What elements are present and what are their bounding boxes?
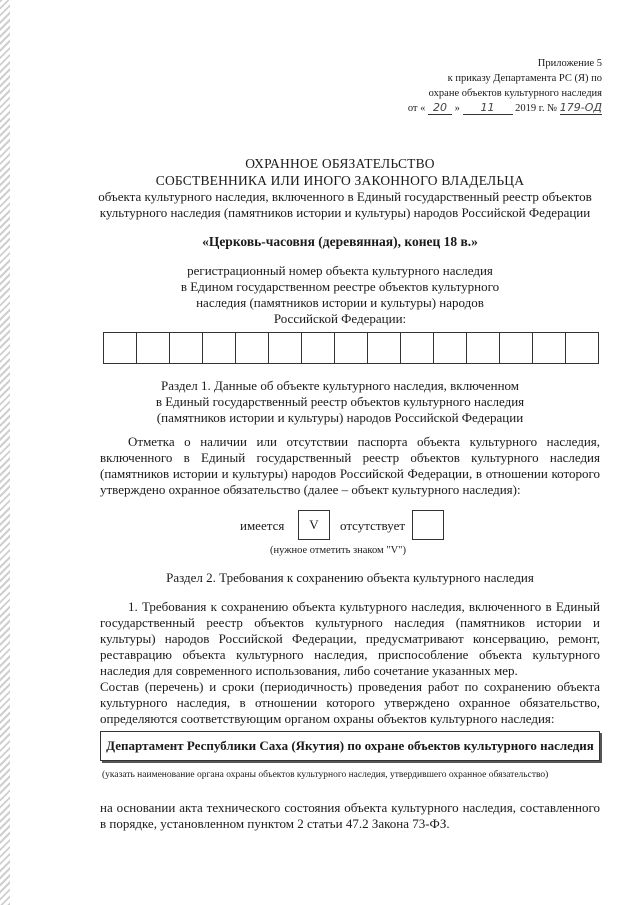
registration-digit-box[interactable]	[533, 333, 566, 363]
doc-subtitle-line2: культурного наследия (памятников истории и культуры) народов Российской Федерации	[99, 205, 591, 220]
appendix-department: охране объектов культурного наследия	[428, 88, 602, 99]
registration-line: наследия (памятников истории и культуры) народов	[196, 295, 484, 310]
registration-digit-box[interactable]	[467, 333, 500, 363]
object-name: «Церковь-часовня (деревянная), конец 18 в.»	[202, 234, 478, 249]
appendix-title: Приложение 5	[537, 58, 602, 69]
passport-has-checkbox[interactable]: V	[298, 510, 330, 540]
registration-digit-box[interactable]	[401, 333, 434, 363]
registration-digit-box[interactable]	[104, 333, 137, 363]
section1-line: Раздел 1. Данные об объекте культурного наследия, включенном	[160, 378, 520, 393]
registration-line: регистрационный номер объекта культурного наследия	[187, 263, 493, 278]
composition-paragraph: Состав (перечень) и сроки (периодичность) проведения работ по сохранению объекта культурного наследия, в отношении которого утверждено охранное обязательство, определяются соответствующим органом охраны объектов культурного наследия:	[100, 679, 600, 726]
passport-absent-checkbox[interactable]	[412, 510, 444, 540]
registration-digit-box[interactable]	[335, 333, 368, 363]
date-prefix: от «	[407, 103, 426, 114]
doc-title-line2: СОБСТВЕННИКА ИЛИ ИНОГО ЗАКОННОГО ВЛАДЕЛЬЦА	[155, 173, 525, 188]
passport-hint: (нужное отметить знаком "V")	[270, 545, 406, 556]
passport-paragraph: Отметка о наличии или отсутствии паспорта объекта культурного наследия, включенного в Единый государственный реестр объектов культурного наследия (памятников истории и культуры) народов Российской Федерации, в отношении которого утверждено охранное обязательство (далее – объект культурного наследия):	[100, 434, 600, 497]
section1-line: (памятников истории и культуры) народов Российской Федерации	[156, 410, 524, 425]
basis-paragraph: на основании акта технического состояния объекта культурного наследия, составленного в порядке, установленном пунктом 2 статьи 47.2 Закона 73-ФЗ.	[100, 800, 600, 831]
registration-digit-box[interactable]	[137, 333, 170, 363]
appendix-order: к приказу Департамента РС (Я) по	[447, 73, 602, 84]
requirements-paragraph: 1. Требования к сохранению объекта культурного наследия, включенного в Единый государственный реестр объектов культурного наследия (памятников истории и культуры) народов Российской Федерации, предусматривают консервацию, ремонт, реставрацию объекта культурного наследия, приспособление объекта культурного наследия для современного использования, либо сочетание указанных мер.	[100, 599, 600, 678]
section2-heading: Раздел 2. Требования к сохранению объекта культурного наследия	[166, 570, 534, 585]
order-number: 179-ОД	[559, 101, 602, 114]
passport-has-label: имеется	[240, 518, 285, 533]
registration-line: Российской Федерации:	[273, 311, 407, 326]
registration-digit-box[interactable]	[269, 333, 302, 363]
date-month: 11	[463, 102, 513, 115]
appendix-block	[382, 56, 602, 116]
doc-title-line1: ОХРАННОЕ ОБЯЗАТЕЛЬСТВО	[245, 156, 435, 171]
appendix-date-line	[382, 101, 602, 116]
registration-digit-box[interactable]	[566, 333, 598, 363]
registration-number-boxes	[103, 332, 599, 364]
section1-line: в Единый государственный реестр объектов культурного наследия	[155, 394, 525, 409]
department-field[interactable]: Департамент Республики Саха (Якутия) по охране объектов культурного наследия	[100, 731, 600, 761]
registration-digit-box[interactable]	[236, 333, 269, 363]
section1-heading	[130, 378, 550, 426]
date-day: 20	[428, 102, 452, 115]
registration-digit-box[interactable]	[500, 333, 533, 363]
date-year: 2019 г. №	[515, 103, 558, 114]
passport-absent-label: отсутствует	[340, 518, 406, 533]
registration-digit-box[interactable]	[434, 333, 467, 363]
date-mid: »	[454, 103, 460, 114]
registration-digit-box[interactable]	[368, 333, 401, 363]
scan-edge-pattern	[0, 0, 10, 905]
registration-digit-box[interactable]	[302, 333, 335, 363]
registration-digit-box[interactable]	[170, 333, 203, 363]
passport-selector	[240, 510, 480, 540]
doc-subtitle-line1: объекта культурного наследия, включенного в Единый государственный реестр объектов	[98, 189, 592, 204]
registration-digit-box[interactable]	[203, 333, 236, 363]
department-hint: (указать наименование органа охраны объектов культурного наследия, утвердившего охранное обязательство)	[102, 770, 549, 780]
registration-caption	[130, 263, 550, 327]
registration-line: в Едином государственном реестре объектов культурного	[180, 279, 500, 294]
